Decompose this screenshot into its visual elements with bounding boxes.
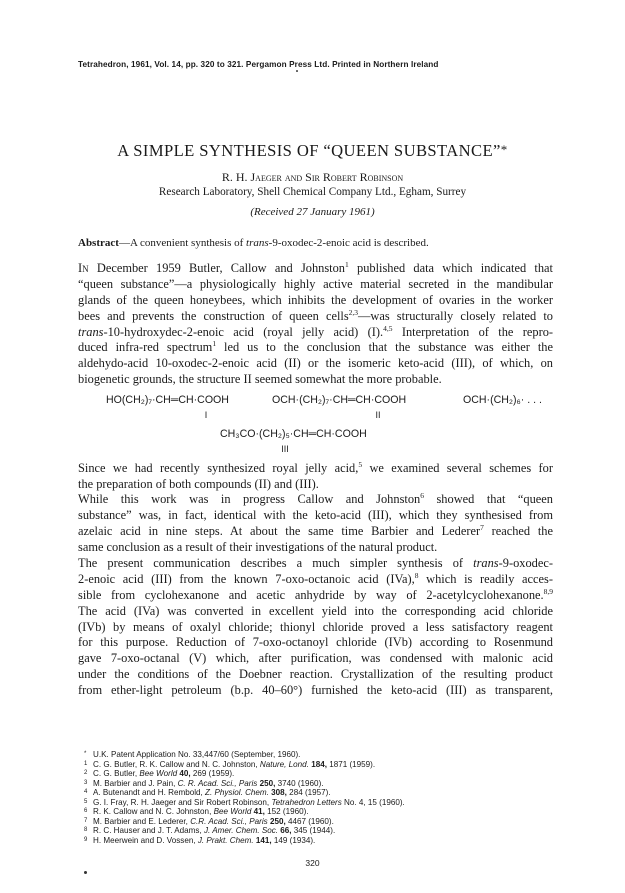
footnote-text: U.K. Patent Application No. 33,447/60 (September, 1960).: [93, 750, 301, 759]
abstract-text-after: -9-oxodec-2-enoic acid is described.: [268, 237, 429, 249]
text-segment: for this purpose. Reduction of 7-oxo-octanoyl chloride (IVb) according to Rosenmund: [78, 635, 553, 650]
footnote-text: 41,: [253, 807, 265, 816]
text-line: [78, 683, 553, 699]
footnote-text: Tetrahedron Letters: [271, 797, 342, 807]
reference-marker: 5: [358, 461, 363, 469]
print-speck: [84, 871, 87, 874]
footnote-marker: 9: [84, 836, 88, 843]
formula-iii-label: III: [281, 444, 289, 454]
abstract-label: Abstract: [78, 237, 119, 249]
footnote-marker: 6: [84, 808, 88, 814]
text-segment: showed that “queen: [423, 492, 553, 506]
title-footnote-marker: *: [500, 142, 508, 157]
received-text: (Received 27 January 1961): [250, 206, 375, 218]
text-segment: “queen substance”—a physiologically highly active material secreted in the mandibular: [78, 276, 553, 291]
footnote-text: 184,: [311, 759, 327, 769]
text-segment: gave 7-oxo-octanal (V) which, after purification, was condensed with malonic acid: [78, 651, 553, 666]
text-segment: substance” was, in fact, identical with the keto-acid (III), which they synthesised from: [78, 507, 553, 522]
paper-title: [0, 141, 625, 161]
title-text: A SIMPLE SYNTHESIS OF “QUEEN SUBSTANCE”: [117, 141, 501, 160]
reference-marker: 6: [420, 492, 424, 500]
footnote-marker: 7: [84, 817, 88, 824]
abstract-italic: trans: [246, 237, 269, 249]
print-speck: [296, 70, 298, 72]
received-date: [0, 206, 625, 218]
text-line: [78, 651, 553, 667]
paragraph-2: [78, 461, 553, 493]
footnote-text: 4467 (1960).: [285, 816, 334, 826]
footnote-text: 250,: [259, 778, 276, 788]
footnote-text: 141,: [255, 835, 272, 845]
text-segment: duced infra-red spectrum: [78, 340, 213, 355]
reference-marker: 2,3: [348, 308, 359, 317]
footnote: [84, 788, 554, 798]
footnote-text: Bee World: [139, 769, 178, 778]
footnote-text: 284 (1957).: [286, 788, 331, 797]
text-line: [78, 604, 553, 620]
text-segment: The present communication describes a much simpler synthesis of: [78, 556, 474, 570]
footnote-marker: 3: [84, 779, 88, 786]
footnote: [84, 760, 554, 770]
text-segment: The acid (IVa) was converted in excellent yield into the corresponding acid chloride: [78, 603, 553, 618]
text-line: [78, 524, 553, 540]
text-segment: we examined several schemes for: [362, 461, 553, 475]
footnote-text: 308,: [271, 788, 287, 797]
text-segment: glands of the queen honeybees, which inhibits the development of ovaries in the worker: [78, 292, 553, 307]
text-line: [78, 620, 553, 636]
footnote-text: M. Barbier and J. Pain,: [93, 778, 178, 788]
footnote-text: J. Prakt. Chem.: [197, 835, 254, 845]
footnote-text: 66,: [280, 826, 292, 835]
footnotes: [84, 750, 554, 845]
text-line: [78, 635, 553, 651]
footnote-text: 269 (1959).: [190, 769, 235, 778]
footnote: [84, 807, 554, 817]
text-segment: -10-hydroxydec-2-enoic acid (royal jelly acid) (I).: [103, 324, 384, 339]
footnote-marker: 8: [84, 827, 88, 833]
formula-iii: CH₃CO·(CH₂)₅·CH═CH·COOH: [220, 428, 367, 440]
text-line: [78, 461, 553, 477]
text-segment: 2-enoic acid (III) from the known 7-oxo-octanoic acid (IVa),: [78, 571, 415, 586]
text-line: [78, 325, 553, 341]
text-line: [78, 667, 553, 683]
footnote: [84, 826, 554, 836]
text-line: [78, 572, 553, 588]
running-head: Tetrahedron, 1961, Vol. 14, pp. 320 to 321. Pergamon Press Ltd. Printed in Northern Ireland: [78, 60, 439, 69]
text-line: [78, 309, 553, 325]
page-number: 320: [305, 858, 320, 868]
text-segment: led us to the conclusion that the substance was either the: [216, 340, 553, 355]
text-line: [78, 556, 553, 572]
text-segment: reached the: [483, 523, 553, 538]
text-segment: December 1959 Butler, Callow and Johnston: [88, 261, 346, 275]
footnote-text: J. Amer. Chem. Soc.: [203, 826, 279, 835]
text-segment: -9-oxodec-: [498, 556, 553, 570]
text-segment: aldehydo-acid 10-oxodec-2-enoic acid (II) or the isomeric keto-acid (III), of which, on: [78, 356, 553, 371]
text-line: [78, 340, 553, 356]
footnote-text: M. Barbier and E. Lederer,: [93, 816, 191, 826]
footnote-text: H. Meerwein and D. Vossen,: [93, 835, 198, 845]
text-line: [78, 540, 553, 556]
text-segment: published data which indicated that: [348, 261, 553, 275]
reference-marker: 8,9: [543, 587, 553, 596]
footnote-text: 1871 (1959).: [326, 759, 376, 769]
reference-marker: 7: [480, 523, 484, 532]
reference-marker: 4,5: [383, 324, 393, 333]
footnote-text: 345 (1944).: [291, 826, 336, 835]
text-segment: Interpretation of the repro-: [392, 324, 553, 339]
paragraph-1: [78, 261, 553, 388]
formula-ii: OCH·(CH₂)₇·CH═CH·COOH: [272, 394, 407, 406]
text-segment: Since we had recently synthesized royal jelly acid,: [78, 461, 359, 475]
reference-marker: 1: [212, 340, 217, 349]
text-segment: —was structurally closely related to: [358, 308, 553, 323]
footnote-marker: 2: [84, 770, 88, 776]
reference-marker: 8: [414, 571, 419, 580]
footnote-text: 149 (1934).: [271, 835, 316, 845]
text-segment: sible from cyclohexanone and acetic anhydride by way of 2-acetylcyclohexanone.: [78, 587, 544, 602]
text-line: [78, 356, 553, 372]
reference-marker: 1: [345, 261, 349, 269]
text-segment: While this work was in progress Callow and Johnston: [78, 492, 421, 506]
footnote-text: C. G. Butler, R. K. Callow and N. C. Johnston,: [93, 759, 260, 769]
text-segment: In: [78, 261, 89, 275]
abstract-text-before: —A convenient synthesis of: [118, 237, 247, 249]
text-segment: biogenetic grounds, the structure II seemed somewhat the more probable.: [78, 372, 442, 387]
text-line: [78, 492, 553, 508]
text-line: [78, 588, 553, 604]
formula-i: HO(CH₂)₇·CH═CH·COOH: [106, 394, 229, 406]
footnote: [84, 798, 554, 808]
footnote-marker: 5: [84, 798, 88, 805]
footnote-text: C.R. Acad. Sci., Paris: [190, 816, 268, 826]
text-segment: from ether-light petroleum (b.p. 40–60°) furnished the keto-acid (III) as transparent,: [78, 683, 553, 698]
paragraph-3: [78, 492, 553, 556]
affiliation: Research Laboratory, Shell Chemical Company Ltd., Egham, Surrey: [158, 186, 467, 198]
text-segment: azelaic acid in nine steps. At about the same time Barbier and Lederer: [78, 523, 481, 538]
footnote: [84, 779, 554, 789]
formula-i-label: I: [204, 410, 208, 420]
paragraph-4: [78, 556, 553, 699]
text-line: [78, 277, 553, 293]
footnote-text: Z. Physiol. Chem.: [205, 788, 269, 797]
authors: R. H. Jaeger and Sir Robert Robinson: [221, 170, 404, 184]
footnote-text: Nature, Lond.: [259, 759, 309, 769]
footnote-text: A. Butenandt and H. Rembold,: [93, 788, 206, 797]
footnote-text: 40,: [179, 769, 191, 778]
text-segment: (IVb) by means of oxalyl chloride; thionyl chloride proved a less satisfactory reagent: [78, 619, 553, 634]
text-segment: bees and prevents the construction of queen cells: [78, 308, 349, 323]
footnote-text: 250,: [269, 816, 286, 826]
footnote-marker: 4: [84, 789, 88, 795]
text-segment: the preparation of both compounds (II) and (III).: [78, 476, 319, 491]
footnote-text: 3740 (1960).: [275, 778, 324, 788]
formula-ii-label: II: [375, 410, 381, 420]
footnote-text: R. C. Hauser and J. T. Adams,: [93, 826, 204, 835]
abstract: [78, 237, 578, 249]
footnote-text: C. R. Acad. Sci., Paris: [177, 778, 258, 788]
text-line: [78, 372, 553, 388]
footnote-text: C. G. Butler,: [93, 769, 140, 778]
text-segment: which is readily acces-: [418, 571, 553, 586]
text-segment: under the conditions of the Doebner reaction. Crystallization of the resulting product: [78, 667, 553, 682]
text-line: [78, 508, 553, 524]
text-line: [78, 477, 553, 493]
text-segment: same conclusion as a result of their investigations of the natural product.: [78, 539, 438, 554]
footnote-text: 152 (1960).: [264, 807, 309, 816]
formula-ellipsis: OCH·(CH₂)₆· . . .: [463, 394, 542, 406]
footnote-marker: 1: [84, 760, 88, 767]
footnote-text: Bee World: [213, 807, 252, 816]
footnote-text: No. 4, 15 (1960).: [341, 797, 405, 807]
footnote: [84, 817, 554, 827]
footnote: [84, 750, 554, 760]
footnote-marker: *: [84, 751, 87, 757]
text-line: [78, 261, 553, 277]
text-segment: trans: [78, 324, 104, 339]
text-line: [78, 293, 553, 309]
footnote-text: G. I. Fray, R. H. Jaeger and Sir Robert Robinson,: [93, 797, 272, 807]
footnote: [84, 769, 554, 779]
footnote-text: R. K. Callow and N. C. Johnston,: [93, 807, 214, 816]
text-segment: trans: [473, 556, 499, 570]
footnote: [84, 836, 554, 846]
